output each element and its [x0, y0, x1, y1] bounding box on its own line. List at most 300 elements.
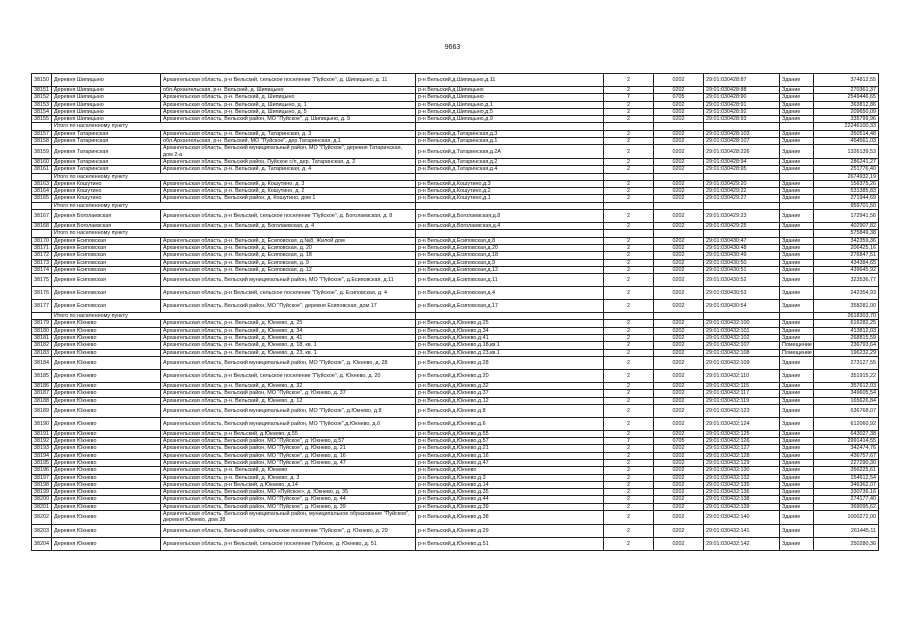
- settlement-name-cell: Деревня Кошутино: [52, 180, 161, 187]
- full-address-cell: Архангельская область, Вельский район, МО "Пуйское", д. Юкнево, д. 39: [161, 503, 416, 510]
- row-number-cell: 38198: [32, 481, 52, 488]
- settlement-name-cell: Деревня Юкнево: [52, 342, 161, 349]
- settlement-name-cell: Деревня Есиповская: [52, 300, 161, 313]
- code-b-cell: 0202: [654, 252, 704, 259]
- cadastral-value-cell: 330736,16: [814, 489, 879, 496]
- table-row: [32, 438, 879, 445]
- settlement-name-cell: Деревня Есиповская: [52, 274, 161, 287]
- object-type-cell: Здание: [780, 445, 814, 452]
- row-number-cell: 38158: [32, 138, 52, 145]
- object-type-cell: Здание: [780, 481, 814, 488]
- code-a-cell: 2: [604, 300, 654, 313]
- code-b-cell: 0202: [654, 145, 704, 159]
- table-row: [32, 274, 879, 287]
- full-address-cell: Архангельская область, р-н. Вельский, д. Юкнево, д. 41: [161, 335, 416, 342]
- short-address-cell: р-н Вельский,д.Юкнево,д.21: [416, 445, 604, 452]
- cadastral-number-cell: 29:01:030428:107: [704, 138, 780, 145]
- short-address-cell: р-н Вельский,д.Юкнево,д.14: [416, 481, 604, 488]
- object-type-cell: Здание: [780, 259, 814, 266]
- cadastral-number-cell: 29:01:030432:115: [704, 382, 780, 389]
- row-number-cell: 38154: [32, 108, 52, 115]
- row-number-cell: 38164: [32, 188, 52, 195]
- table-row: [32, 524, 879, 537]
- cadastral-value-cell: 454561,03: [814, 138, 879, 145]
- table-row: [32, 496, 879, 503]
- short-address-cell: р-н Вельский,д.Есиповская,д.4: [416, 287, 604, 300]
- subtotal-spacer: [32, 202, 52, 209]
- code-b-cell: 0202: [654, 138, 704, 145]
- cadastral-number-cell: 29:01:030430:53: [704, 287, 780, 300]
- cadastral-number-cell: 29:01:030432:102: [704, 335, 780, 342]
- cadastral-value-cell: 351915,22: [814, 369, 879, 382]
- row-number-cell: 38155: [32, 116, 52, 123]
- settlement-name-cell: Деревня Татаринская: [52, 138, 161, 145]
- subtotal-label: Итого по населенному пункту: [52, 313, 416, 320]
- short-address-cell: р-н Вельский,д.Татаринская,д.3: [416, 130, 604, 137]
- object-type-cell: Здание: [780, 158, 814, 165]
- code-a-cell: 2: [604, 101, 654, 108]
- short-address-cell: р-н Вельский,д.Татаринская,д.4: [416, 166, 604, 173]
- subtotal-value: 959701,50: [814, 202, 879, 209]
- code-a-cell: 2: [604, 87, 654, 94]
- code-b-cell: 0202: [654, 244, 704, 251]
- code-a-cell: 2: [604, 430, 654, 437]
- subtotal-spacer: [32, 173, 52, 180]
- code-b-cell: 0202: [654, 166, 704, 173]
- short-address-cell: р-н Вельский,д.Юкнево,д.57: [416, 438, 604, 445]
- cadastral-number-cell: 29:01:030432:132: [704, 474, 780, 481]
- cadastral-value-cell: 436757,67: [814, 452, 879, 459]
- table-row: [32, 210, 879, 223]
- row-number-cell: 38202: [32, 511, 52, 525]
- object-type-cell: Здание: [780, 404, 814, 417]
- settlement-name-cell: Деревня Кошутино: [52, 188, 161, 195]
- short-address-cell: р-н Вельский,д.Татаринская,д.1: [416, 138, 604, 145]
- row-number-cell: 38179: [32, 320, 52, 327]
- short-address-cell: р-н Вельский,д.Юкнево,д.37: [416, 390, 604, 397]
- object-type-cell: Помещение: [780, 349, 814, 356]
- full-address-cell: Архангельская область, р-н. Вельский, д. Есиповская, д. 9: [161, 259, 416, 266]
- cadastral-value-cell: 357612,03: [814, 382, 879, 389]
- full-address-cell: Архангельская область, Вельский район, МО "Пуйское", д. Юкнево, д. 21: [161, 445, 416, 452]
- code-a-cell: 2: [604, 496, 654, 503]
- code-b-cell: 0202: [654, 349, 704, 356]
- code-b-cell: 0202: [654, 537, 704, 550]
- table-row: [32, 503, 879, 510]
- full-address-cell: Архангельская область, р-н. Вельский, д. Юкнево, д. 34: [161, 327, 416, 334]
- table-row: [32, 390, 879, 397]
- short-address-cell: р-н Вельский,д.Боголаевская,д.8: [416, 210, 604, 223]
- cadastral-value-cell: 342359,36: [814, 237, 879, 244]
- subtotal-row: [32, 123, 879, 130]
- code-b-cell: 0202: [654, 382, 704, 389]
- full-address-cell: Архангельская область, р-н Вельский, сельское поселение "Пуйское", д. Шипицыно, д. 11: [161, 74, 416, 87]
- code-b-cell: 0202: [654, 210, 704, 223]
- settlement-name-cell: Деревня Юкнево: [52, 474, 161, 481]
- cadastral-value-cell: 374812,55: [814, 74, 879, 87]
- subtotal-empty-cell: [604, 173, 654, 180]
- subtotal-empty-cell: [654, 123, 704, 130]
- full-address-cell: Архангельская область, р-н. Вельский, д. Юкнево, д. 23, кв. 1: [161, 349, 416, 356]
- table-row: [32, 430, 879, 437]
- settlement-name-cell: Деревня Юкнево: [52, 335, 161, 342]
- cadastral-value-cell: 342474,76: [814, 445, 879, 452]
- row-number-cell: 38199: [32, 489, 52, 496]
- code-a-cell: 2: [604, 417, 654, 430]
- subtotal-row: [32, 173, 879, 180]
- code-b-cell: 0202: [654, 397, 704, 404]
- short-address-cell: р-н Вельский,д.Юкнево,д.20: [416, 369, 604, 382]
- table-row: [32, 342, 879, 349]
- full-address-cell: Архангельская область, р-н. Вельский, д. Кошутино, д. 2: [161, 188, 416, 195]
- short-address-cell: р-н Вельский,д.Юкнево,д.55: [416, 430, 604, 437]
- subtotal-row: [32, 230, 879, 237]
- settlement-name-cell: Деревня Шипицыно: [52, 108, 161, 115]
- full-address-cell: Архангельская область, р-н Вельский, д.Юкнево, д.14: [161, 481, 416, 488]
- short-address-cell: р-н Вельский,д.Есиповская,д.17: [416, 300, 604, 313]
- short-address-cell: р-н Вельский,д.Шипицыно,д.1: [416, 101, 604, 108]
- full-address-cell: Архангельская область, Вельский район, МО "Пуйское", д. Юкнево, д. 37: [161, 390, 416, 397]
- subtotal-empty-cell: [704, 202, 780, 209]
- table-row: [32, 87, 879, 94]
- cadastral-number-cell: 29:01:030432:141: [704, 524, 780, 537]
- settlement-name-cell: Деревня Юкнево: [52, 438, 161, 445]
- full-address-cell: Архангельская область, р-н. Вельский, д. Татаринская, д. 4: [161, 166, 416, 173]
- cadastral-value-cell: 165626,84: [814, 397, 879, 404]
- full-address-cell: обл.Архангельская, р-н. Вельский, МО "Пуйское", дер.Татаринская, д.1: [161, 138, 416, 145]
- object-type-cell: Здание: [780, 524, 814, 537]
- table-row: [32, 481, 879, 488]
- table-row: [32, 445, 879, 452]
- subtotal-empty-cell: [704, 123, 780, 130]
- code-b-cell: 0202: [654, 74, 704, 87]
- short-address-cell: р-н Вельский,д.Татаринская,д.2А: [416, 145, 604, 159]
- object-type-cell: Здание: [780, 274, 814, 287]
- cadastral-number-cell: 29:01:030432:128: [704, 452, 780, 459]
- table-row: [32, 158, 879, 165]
- short-address-cell: р-н Вельский,д.Шипицыно,д.9: [416, 116, 604, 123]
- cadastral-value-cell: 276847,51: [814, 252, 879, 259]
- cadastral-value-cell: 346362,07: [814, 481, 879, 488]
- code-a-cell: 2: [604, 244, 654, 251]
- cadastral-number-cell: 29:01:030432:135: [704, 481, 780, 488]
- settlement-name-cell: Деревня Юкнево: [52, 404, 161, 417]
- row-number-cell: 38191: [32, 430, 52, 437]
- row-number-cell: 38167: [32, 210, 52, 223]
- row-number-cell: 38180: [32, 327, 52, 334]
- full-address-cell: Архангельская область, Вельский район, МО "Пуйское", деревня Есиповская, дом 17: [161, 300, 416, 313]
- cadastral-value-cell: 156375,26: [814, 180, 879, 187]
- code-a-cell: 2: [604, 145, 654, 159]
- settlement-name-cell: Деревня Юкнево: [52, 320, 161, 327]
- settlement-name-cell: Деревня Юкнево: [52, 496, 161, 503]
- subtotal-empty-cell: [654, 202, 704, 209]
- row-number-cell: 38175: [32, 274, 52, 287]
- cadastral-value-cell: 251776,40: [814, 166, 879, 173]
- register-body: [32, 74, 879, 551]
- full-address-cell: Архангельская область, р-н. Вельский, д. Есиповская, д. 20: [161, 244, 416, 251]
- settlement-name-cell: Деревня Юкнево: [52, 511, 161, 525]
- cadastral-number-cell: 29:01:030430:54: [704, 300, 780, 313]
- table-row: [32, 101, 879, 108]
- code-b-cell: 0202: [654, 108, 704, 115]
- row-number-cell: 38172: [32, 252, 52, 259]
- row-number-cell: 38157: [32, 130, 52, 137]
- object-type-cell: Здание: [780, 474, 814, 481]
- cadastral-number-cell: 29:01:030432:123: [704, 404, 780, 417]
- code-a-cell: 2: [604, 287, 654, 300]
- full-address-cell: Архангельская область, Вельский район, МО «Пуйское», д. Юкнево, д. 35: [161, 489, 416, 496]
- table-row: [32, 145, 879, 159]
- cadastral-number-cell: 29:01:030432:138: [704, 496, 780, 503]
- subtotal-empty-cell: [704, 313, 780, 320]
- short-address-cell: р-н Вельский,д.Юкнево,д.18,кв.1: [416, 342, 604, 349]
- full-address-cell: Архангельская область, Вельский район, МО "Пуйское", д. Юкнево, д. 47: [161, 459, 416, 466]
- table-row: [32, 300, 879, 313]
- code-a-cell: 2: [604, 537, 654, 550]
- code-a-cell: 2: [604, 166, 654, 173]
- row-number-cell: 38195: [32, 459, 52, 466]
- cadastral-number-cell: 29:01:030430:49: [704, 252, 780, 259]
- code-b-cell: 0202: [654, 320, 704, 327]
- row-number-cell: 38190: [32, 417, 52, 430]
- cadastral-value-cell: 636768,07: [814, 404, 879, 417]
- settlement-name-cell: Деревня Кошутино: [52, 195, 161, 202]
- code-a-cell: 2: [604, 459, 654, 466]
- row-number-cell: 38185: [32, 369, 52, 382]
- object-type-cell: Здание: [780, 188, 814, 195]
- code-b-cell: 0202: [654, 452, 704, 459]
- table-row: [32, 130, 879, 137]
- full-address-cell: Архангельская область, р-н. Вельский, д. Шипицыно, д. 5: [161, 108, 416, 115]
- code-a-cell: 7: [604, 438, 654, 445]
- row-number-cell: 38151: [32, 87, 52, 94]
- code-b-cell: 0202: [654, 195, 704, 202]
- full-address-cell: Архангельская область, Вельский район, МО "Пуйское", д. Юкнево, д. 44: [161, 496, 416, 503]
- cadastral-number-cell: 29:01:030428:94: [704, 158, 780, 165]
- table-row: [32, 180, 879, 187]
- cadastral-number-cell: 29:01:030428:88: [704, 87, 780, 94]
- full-address-cell: Архангельская область, р-н. Вельский, д. Есиповская, д. 18: [161, 252, 416, 259]
- row-number-cell: 38168: [32, 223, 52, 230]
- code-b-cell: 0202: [654, 274, 704, 287]
- full-address-cell: Архангельская область, Вельский муниципальный район, муниципальное образование "Пуйское", деревня Юкнево, дом 38: [161, 511, 416, 525]
- full-address-cell: Архангельская область, Вельский район, МО "Пуйское", д. Юкнево, д. 16: [161, 452, 416, 459]
- table-row: [32, 252, 879, 259]
- short-address-cell: р-н Вельский,д.Юкнево,д.23,кв.1: [416, 349, 604, 356]
- object-type-cell: Здание: [780, 503, 814, 510]
- settlement-name-cell: Деревня Есиповская: [52, 259, 161, 266]
- code-a-cell: 2: [604, 511, 654, 525]
- full-address-cell: Архангельская область, р-н Вельский, д.Юкнево, д.55: [161, 430, 416, 437]
- settlement-name-cell: Деревня Юкнево: [52, 382, 161, 389]
- code-a-cell: 2: [604, 74, 654, 87]
- code-b-cell: 0202: [654, 158, 704, 165]
- row-number-cell: 38194: [32, 452, 52, 459]
- short-address-cell: р-н Вельский,д.Юкнево,д.47: [416, 459, 604, 466]
- code-b-cell: 0202: [654, 180, 704, 187]
- code-a-cell: 2: [604, 180, 654, 187]
- cadastral-value-cell: 196232,29: [814, 349, 879, 356]
- object-type-cell: Здание: [780, 145, 814, 159]
- cadastral-value-cell: 172941,56: [814, 210, 879, 223]
- row-number-cell: 38197: [32, 474, 52, 481]
- short-address-cell: р-н Вельский,д.Кошутино,д.3: [416, 180, 604, 187]
- short-address-cell: р-н Вельский,д.Юкнево,д.28: [416, 356, 604, 369]
- subtotal-label: Итого по населенному пункту: [52, 123, 416, 130]
- short-address-cell: р-н Вельский,д.Юкнево,д.16: [416, 452, 604, 459]
- subtotal-empty-cell: [416, 123, 604, 130]
- object-type-cell: Здание: [780, 489, 814, 496]
- object-type-cell: Здание: [780, 195, 814, 202]
- object-type-cell: Здание: [780, 237, 814, 244]
- code-b-cell: 0202: [654, 496, 704, 503]
- short-address-cell: р-н Вельский,д.Юкнево,д.38: [416, 511, 604, 525]
- cadastral-value-cell: 261445,11: [814, 524, 879, 537]
- table-row: [32, 320, 879, 327]
- row-number-cell: 38150: [32, 74, 52, 87]
- short-address-cell: р-н Вельский,д.Татаринская,д.2: [416, 158, 604, 165]
- table-row: [32, 116, 879, 123]
- code-a-cell: 2: [604, 452, 654, 459]
- code-a-cell: 2: [604, 259, 654, 266]
- full-address-cell: Архангельская область, р-н Вельский, сельское поселение "Пуйское", д. Боголаевская, д. 8: [161, 210, 416, 223]
- code-a-cell: 2: [604, 445, 654, 452]
- subtotal-label: Итого по населенному пункту: [52, 173, 416, 180]
- subtotal-empty-cell: [780, 202, 814, 209]
- table-row: [32, 74, 879, 87]
- cadastral-value-cell: 643027,38: [814, 430, 879, 437]
- row-number-cell: 38193: [32, 445, 52, 452]
- cadastral-value-cell: 227290,30: [814, 459, 879, 466]
- code-a-cell: 2: [604, 158, 654, 165]
- settlement-name-cell: Деревня Есиповская: [52, 287, 161, 300]
- full-address-cell: Архангельская область, р-н. Вельский, д. Юкнево: [161, 467, 416, 474]
- cadastral-number-cell: 29:01:030428:95: [704, 166, 780, 173]
- short-address-cell: р-н Вельский,д.Юкнево,д.35: [416, 489, 604, 496]
- row-number-cell: 38182: [32, 342, 52, 349]
- row-number-cell: 38159: [32, 145, 52, 159]
- object-type-cell: Здание: [780, 327, 814, 334]
- row-number-cell: 38200: [32, 496, 52, 503]
- full-address-cell: Архангельская область, Вельский район, МО "Пуйское", д. Юкнево, д.57: [161, 438, 416, 445]
- code-a-cell: 2: [604, 116, 654, 123]
- code-b-cell: 0202: [654, 489, 704, 496]
- cadastral-value-cell: 270361,37: [814, 87, 879, 94]
- object-type-cell: Здание: [780, 94, 814, 101]
- full-address-cell: Архангельская область, р-н. Вельский, д. Юкнево, д. 32: [161, 382, 416, 389]
- table-row: [32, 188, 879, 195]
- full-address-cell: Архангельская область, Вельский район, Пуйское с/п, дер. Татаринская, д. 2: [161, 158, 416, 165]
- settlement-name-cell: Деревня Шипицыно: [52, 101, 161, 108]
- full-address-cell: Архангельская область, р-н Вельский, сельское поселение "Пуйское", д. Есиповская, д. 4: [161, 287, 416, 300]
- code-b-cell: 0202: [654, 335, 704, 342]
- code-a-cell: 2: [604, 342, 654, 349]
- code-a-cell: 2: [604, 404, 654, 417]
- short-address-cell: р-н Вельский,д.Есиповская,д.9: [416, 259, 604, 266]
- table-row: [32, 223, 879, 230]
- cadastral-value-cell: 271944,69: [814, 195, 879, 202]
- short-address-cell: р-н Вельский,д.Юкнево: [416, 467, 604, 474]
- short-address-cell: р-н Вельский,д.Юкнево,д.3: [416, 474, 604, 481]
- short-address-cell: р-н Вельский,д.Юкнево,д.39: [416, 503, 604, 510]
- object-type-cell: Здание: [780, 397, 814, 404]
- table-row: [32, 108, 879, 115]
- table-row: [32, 467, 879, 474]
- code-b-cell: 0202: [654, 524, 704, 537]
- full-address-cell: Архангельская область, Вельский муниципальный район, МО "Пуйское", деревня Татаринская, дом 2-а: [161, 145, 416, 159]
- code-a-cell: 2: [604, 223, 654, 230]
- short-address-cell: р-н Вельский,д.Юкнево,д.44: [416, 496, 604, 503]
- short-address-cell: р-н Вельский,д.Юкнево,д.25: [416, 320, 604, 327]
- code-b-cell: 0202: [654, 481, 704, 488]
- table-row: [32, 335, 879, 342]
- cadastral-number-cell: 29:01:030428:93: [704, 116, 780, 123]
- code-b-cell: 0202: [654, 237, 704, 244]
- subtotal-spacer: [32, 123, 52, 130]
- full-address-cell: Архангельская область, р-н. Вельский, д. Есиповская, д.№8, Жилой дом: [161, 237, 416, 244]
- table-row: [32, 489, 879, 496]
- settlement-name-cell: Деревня Татаринская: [52, 130, 161, 137]
- object-type-cell: Здание: [780, 537, 814, 550]
- subtotal-empty-cell: [416, 313, 604, 320]
- code-a-cell: 2: [604, 210, 654, 223]
- settlement-name-cell: Деревня Юкнево: [52, 369, 161, 382]
- cadastral-value-cell: 250280,36: [814, 537, 879, 550]
- settlement-name-cell: Деревня Юкнево: [52, 417, 161, 430]
- settlement-name-cell: Деревня Юкнево: [52, 524, 161, 537]
- code-a-cell: 2: [604, 390, 654, 397]
- table-row: [32, 404, 879, 417]
- subtotal-label: Итого по населенному пункту: [52, 202, 416, 209]
- row-number-cell: 38187: [32, 390, 52, 397]
- settlement-name-cell: Деревня Боголаевская: [52, 223, 161, 230]
- cadastral-number-cell: 29:01:030428:90: [704, 94, 780, 101]
- table-row: [32, 397, 879, 404]
- settlement-name-cell: Деревня Есиповская: [52, 266, 161, 273]
- code-a-cell: 2: [604, 252, 654, 259]
- settlement-name-cell: Деревня Татаринская: [52, 166, 161, 173]
- cadastral-value-cell: 286241,27: [814, 158, 879, 165]
- cadastral-number-cell: 29:01:030430:48: [704, 244, 780, 251]
- row-number-cell: 38186: [32, 382, 52, 389]
- code-b-cell: 0202: [654, 445, 704, 452]
- row-number-cell: 38161: [32, 166, 52, 173]
- object-type-cell: Здание: [780, 459, 814, 466]
- row-number-cell: 38196: [32, 467, 52, 474]
- row-number-cell: 38163: [32, 180, 52, 187]
- cadastral-number-cell: 29:01:030432:142: [704, 537, 780, 550]
- code-b-cell: 0202: [654, 300, 704, 313]
- code-a-cell: 2: [604, 266, 654, 273]
- object-type-cell: Здание: [780, 101, 814, 108]
- short-address-cell: р-н Вельский,д.Юкнево,д.32: [416, 382, 604, 389]
- full-address-cell: Архангельская область, Вельский район, сельское поселение "Пуйское", д. Юкнево, д. 29: [161, 524, 416, 537]
- object-type-cell: Здание: [780, 390, 814, 397]
- settlement-name-cell: Деревня Шипицыно: [52, 94, 161, 101]
- cadastral-value-cell: 413812,03: [814, 327, 879, 334]
- code-b-cell: 0202: [654, 369, 704, 382]
- code-a-cell: 2: [604, 195, 654, 202]
- cadastral-value-cell: 273127,55: [814, 356, 879, 369]
- settlement-name-cell: Деревня Юкнево: [52, 503, 161, 510]
- object-type-cell: Здание: [780, 244, 814, 251]
- code-b-cell: 0202: [654, 342, 704, 349]
- cadastral-value-cell: 274177,40: [814, 496, 879, 503]
- row-number-cell: 38152: [32, 94, 52, 101]
- cadastral-number-cell: 29:01:030432:108: [704, 349, 780, 356]
- row-number-cell: 38171: [32, 244, 52, 251]
